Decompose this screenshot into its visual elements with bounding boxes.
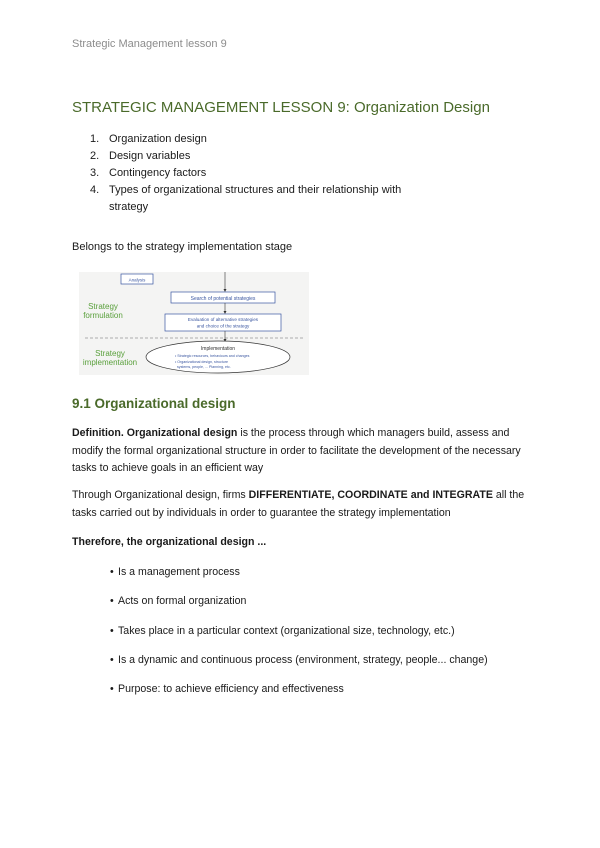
section-heading: 9.1 Organizational design — [72, 396, 236, 411]
lesson-outline-list — [90, 131, 430, 216]
bullet-icon: • — [110, 653, 114, 666]
diagram-canvas — [79, 272, 309, 375]
bullet-text: Is a management process — [118, 566, 240, 578]
list-item — [90, 165, 430, 182]
formulation-label-line1: Strategy — [88, 302, 118, 311]
list-item — [90, 148, 430, 165]
bullet-icon: • — [110, 595, 114, 608]
list-item — [110, 564, 488, 593]
list-item — [110, 681, 488, 710]
bullet-icon: • — [110, 566, 114, 578]
implementation-line1: • Strategic resources, behaviours and changes — [175, 354, 250, 358]
bullet-text: Purpose: to achieve efficiency and effectiveness — [118, 683, 344, 696]
stage-note: Belongs to the strategy implementation stage — [72, 241, 293, 253]
analysis-box-label: Analysis — [128, 277, 146, 283]
bullet-text: Acts on formal organization — [118, 595, 247, 608]
paragraph-text: all the tasks carried out by individuals in order to guarantee the strategy implementation — [72, 489, 525, 519]
list-text: Organization design — [109, 133, 207, 145]
search-strategies-label: Search of potential strategies — [190, 296, 256, 302]
formulation-label-line2: formulation — [83, 311, 123, 320]
bullet-icon: • — [110, 683, 114, 696]
list-text: Types of organizational structures and their relationship with strategy — [109, 184, 402, 213]
evaluation-label-line1: Evaluation of alternative strategies — [187, 317, 259, 322]
implementation-label-line2: implementation — [82, 358, 138, 367]
bullet-text: Takes place in a particular context (organizational size, technology, etc.) — [118, 624, 455, 637]
definition-body: is the process through which managers build, assess and modify the formal organizational structure in order to facilitate the development of the necessary tasks to achieve goals in an efficient way — [72, 427, 521, 474]
implementation-label-line1: Strategy — [95, 349, 125, 358]
list-item — [90, 131, 430, 148]
strategy-process-diagram — [79, 272, 309, 375]
list-text: Design variables — [109, 150, 191, 162]
list-number: 4. — [90, 184, 100, 196]
list-item — [90, 182, 430, 216]
bullet-icon: • — [110, 624, 114, 637]
list-item — [110, 593, 488, 622]
paragraph-text: Through Organizational design, firms — [72, 489, 249, 501]
characteristics-list — [110, 564, 488, 710]
evaluation-label-line2: and choice of the strategy — [196, 323, 250, 329]
definition-lead: Definition. Organizational design — [72, 427, 238, 439]
implementation-line2: • Organizational design, structure — [175, 360, 228, 364]
list-number: 3. — [90, 167, 100, 179]
definition-paragraph — [72, 425, 532, 478]
bullet-text: Is a dynamic and continuous process (environment, strategy, people... change) — [118, 653, 488, 666]
implementation-line3: systems, people, ... Planning, etc. — [177, 365, 231, 369]
list-item — [110, 652, 488, 681]
list-item — [110, 623, 488, 652]
list-text: Contingency factors — [109, 167, 207, 179]
running-header: Strategic Management lesson 9 — [72, 38, 227, 50]
arrow-head — [224, 311, 227, 314]
paragraph-emphasis: DIFFERENTIATE, COORDINATE and INTEGRATE — [248, 489, 493, 501]
page-title: STRATEGIC MANAGEMENT LESSON 9: Organization Design — [72, 99, 490, 116]
implementation-title: Implementation — [200, 346, 236, 352]
list-number: 2. — [90, 150, 100, 162]
therefore-line: Therefore, the organizational design ... — [72, 536, 267, 548]
differentiation-paragraph — [72, 487, 532, 522]
list-number: 1. — [90, 133, 100, 145]
arrow-head — [224, 289, 227, 292]
